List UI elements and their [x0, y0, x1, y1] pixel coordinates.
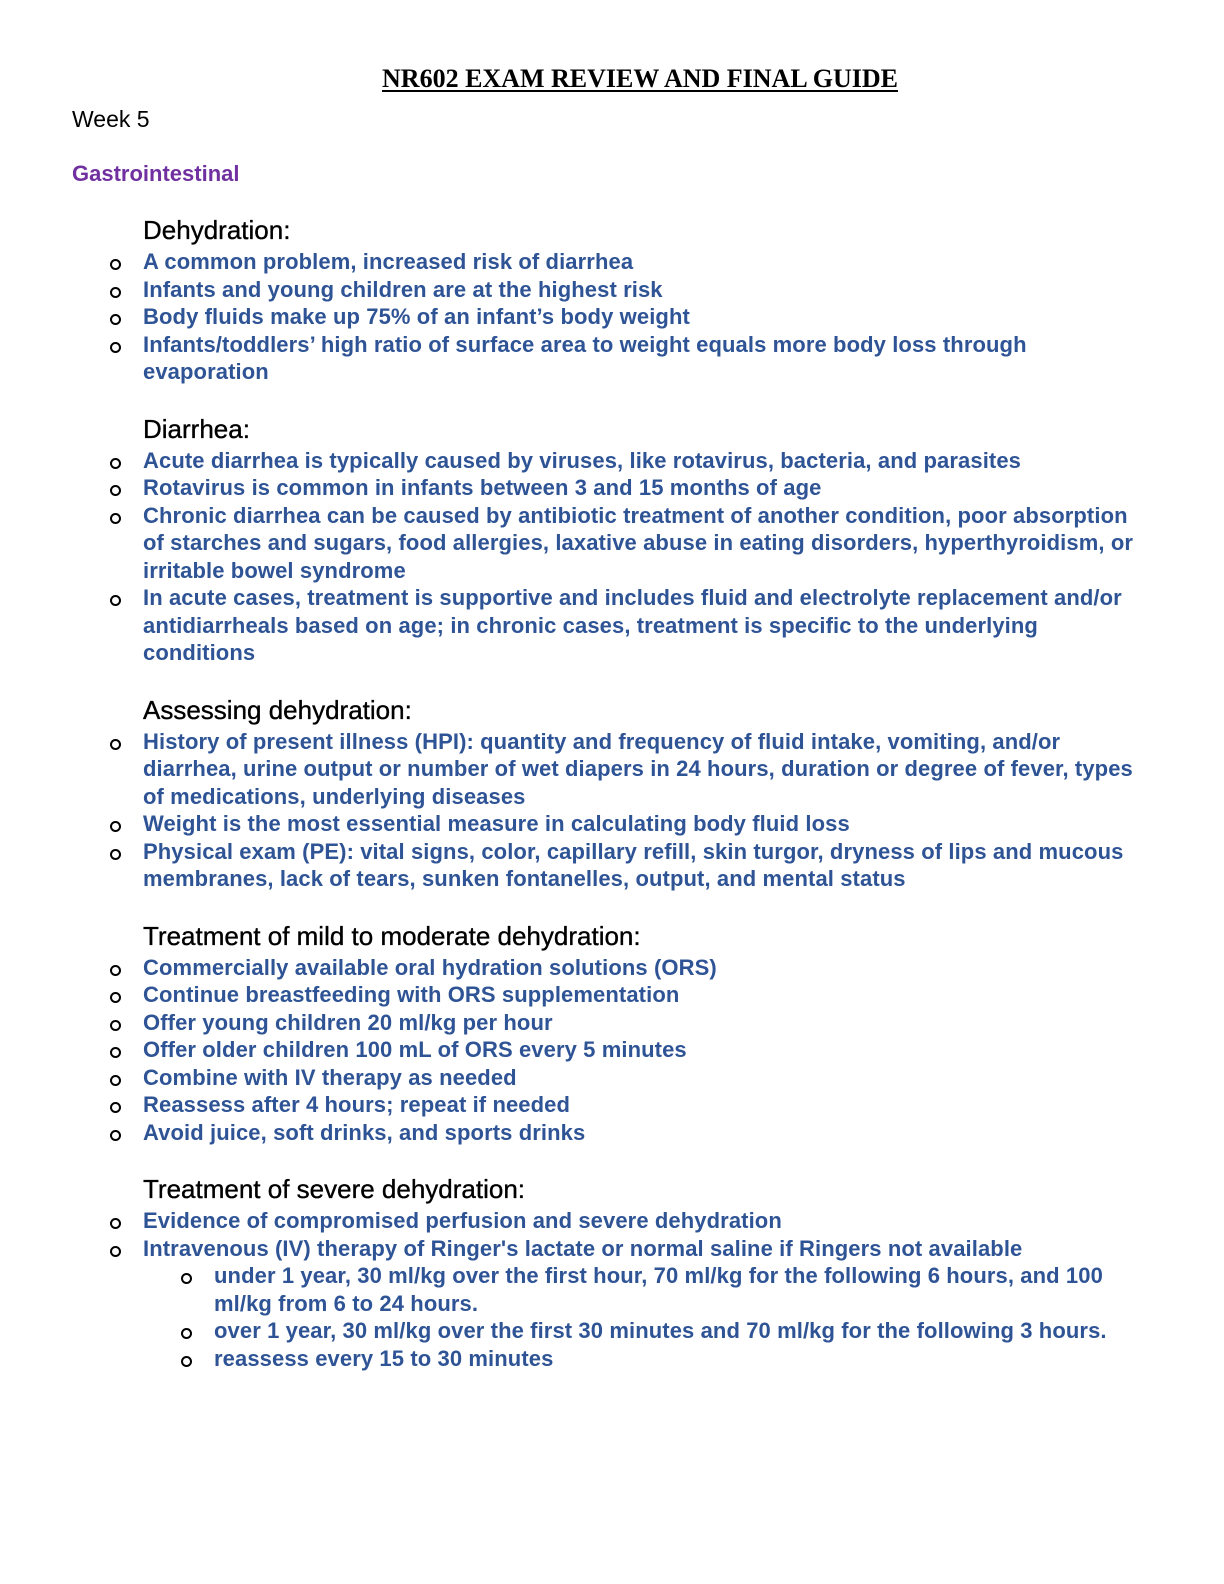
hollow-circle-bullet-icon [181, 1356, 192, 1367]
section [0, 412, 1224, 667]
week-label: Week 5 [72, 106, 150, 132]
hollow-circle-bullet-icon [110, 739, 121, 750]
hollow-circle-bullet-icon [110, 314, 121, 325]
section [0, 213, 1224, 386]
list-item [143, 728, 1133, 811]
list-item [143, 838, 1133, 893]
list-item [143, 1119, 1133, 1147]
sub-list-item [214, 1262, 1134, 1317]
bullet-list [0, 447, 1224, 667]
section-heading: Treatment of severe dehydration: [143, 1174, 526, 1204]
bullet-list [0, 954, 1224, 1147]
list-item-text: reassess every 15 to 30 minutes [214, 1345, 554, 1371]
section [0, 919, 1224, 1147]
list-item-text: Physical exam (PE): vital signs, color, capillary refill, skin turgor, dryness of lips and mucous membranes, lack of tears, sunken fontanelles, output, and mental status [143, 838, 1124, 891]
list-item [143, 810, 1133, 838]
bullet-list [0, 728, 1224, 893]
list-item [143, 1207, 1133, 1235]
hollow-circle-bullet-icon [110, 485, 121, 496]
list-item-text: Intravenous (IV) therapy of Ringer's lactate or normal saline if Ringers not available [143, 1235, 1023, 1261]
hollow-circle-bullet-icon [110, 1075, 121, 1086]
hollow-circle-bullet-icon [110, 849, 121, 860]
notes-content [0, 213, 1224, 1398]
list-item-text: under 1 year, 30 ml/kg over the first hour, 70 ml/kg for the following 6 hours, and 100 ml/kg from 6 to 24 hours. [214, 1263, 1103, 1316]
list-item-text: Offer young children 20 ml/kg per hour [143, 1009, 553, 1035]
list-item-text: Evidence of compromised perfusion and severe dehydration [143, 1208, 782, 1233]
list-item-text: In acute cases, treatment is supportive and includes fluid and electrolyte replacement and/or antidiarrheals based on age; in chronic cases, treatment is specific to the underlying conditions [143, 585, 1122, 665]
list-item [143, 1036, 1133, 1064]
list-item-text: Commercially available oral hydration solutions (ORS) [143, 954, 717, 980]
hollow-circle-bullet-icon [110, 821, 121, 832]
section-heading: Dehydration: [143, 215, 291, 245]
hollow-circle-bullet-icon [110, 513, 121, 524]
list-item-text: A common problem, increased risk of diarrhea [143, 249, 634, 274]
section [0, 1172, 1224, 1372]
list-item-text: Infants and young children are at the highest risk [143, 276, 663, 302]
list-item [143, 331, 1133, 386]
bullet-list [0, 248, 1224, 386]
list-item [143, 1009, 1133, 1037]
list-item [143, 1235, 1133, 1263]
section-heading: Diarrhea: [143, 413, 250, 444]
hollow-circle-bullet-icon [110, 1020, 121, 1031]
list-item [143, 1064, 1133, 1092]
hollow-circle-bullet-icon [110, 342, 121, 353]
sub-list-item [214, 1317, 1134, 1345]
section [0, 693, 1224, 893]
hollow-circle-bullet-icon [110, 1130, 121, 1141]
list-item [143, 447, 1133, 475]
list-item-text: History of present illness (HPI): quantity and frequency of fluid intake, vomiting, and/or diarrhea, urine output or number of wet diapers in 24 hours, duration or degree of fever, types of medications, underlying diseases [143, 728, 1133, 809]
list-item-text: Infants/toddlers’ high ratio of surface area to weight equals more body loss through evaporation [143, 331, 1027, 384]
hollow-circle-bullet-icon [110, 458, 121, 469]
category-heading: Gastrointestinal [72, 161, 240, 186]
bullet-list [0, 1207, 1224, 1372]
hollow-circle-bullet-icon [181, 1328, 192, 1339]
list-item [143, 954, 1133, 982]
document-title: NR602 EXAM REVIEW AND FINAL GUIDE [382, 64, 898, 93]
list-item-text: Rotavirus is common in infants between 3 and 15 months of age [143, 475, 822, 500]
list-item [143, 276, 1133, 304]
list-item [143, 248, 1133, 276]
list-item-text: Body fluids make up 75% of an infant’s body weight [143, 304, 690, 329]
list-item-text: Chronic diarrhea can be caused by antibiotic treatment of another condition, poor absorption of starches and sugars, food allergies, laxative abuse in eating disorders, hyperthyroidism, or irritable bowel syndrome [143, 502, 1134, 583]
sub-list-item [214, 1345, 1134, 1373]
list-item-text: over 1 year, 30 ml/kg over the first 30 minutes and 70 ml/kg for the following 3 hours. [214, 1318, 1107, 1343]
hollow-circle-bullet-icon [110, 287, 121, 298]
hollow-circle-bullet-icon [110, 965, 121, 976]
list-item [143, 1091, 1133, 1119]
hollow-circle-bullet-icon [110, 595, 121, 606]
list-item-text: Weight is the most essential measure in calculating body fluid loss [143, 811, 850, 836]
hollow-circle-bullet-icon [181, 1273, 192, 1284]
hollow-circle-bullet-icon [110, 992, 121, 1003]
list-item [143, 584, 1133, 667]
list-item [143, 474, 1133, 502]
hollow-circle-bullet-icon [110, 259, 121, 270]
list-item [143, 981, 1133, 1009]
hollow-circle-bullet-icon [110, 1102, 121, 1113]
list-item-text: Reassess after 4 hours; repeat if needed [143, 1092, 571, 1117]
list-item-text: Avoid juice, soft drinks, and sports drinks [143, 1119, 586, 1145]
list-item [143, 303, 1133, 331]
hollow-circle-bullet-icon [110, 1246, 121, 1257]
list-item-text: Acute diarrhea is typically caused by viruses, like rotavirus, bacteria, and parasites [143, 447, 1021, 473]
list-item-text: Combine with IV therapy as needed [143, 1064, 517, 1090]
list-item-text: Offer older children 100 mL of ORS every 5 minutes [143, 1037, 687, 1062]
hollow-circle-bullet-icon [110, 1047, 121, 1058]
list-item [143, 502, 1133, 585]
section-heading: Treatment of mild to moderate dehydration: [143, 920, 641, 951]
section-heading: Assessing dehydration: [143, 694, 412, 725]
list-item-text: Continue breastfeeding with ORS supplementation [143, 982, 680, 1007]
hollow-circle-bullet-icon [110, 1218, 121, 1229]
